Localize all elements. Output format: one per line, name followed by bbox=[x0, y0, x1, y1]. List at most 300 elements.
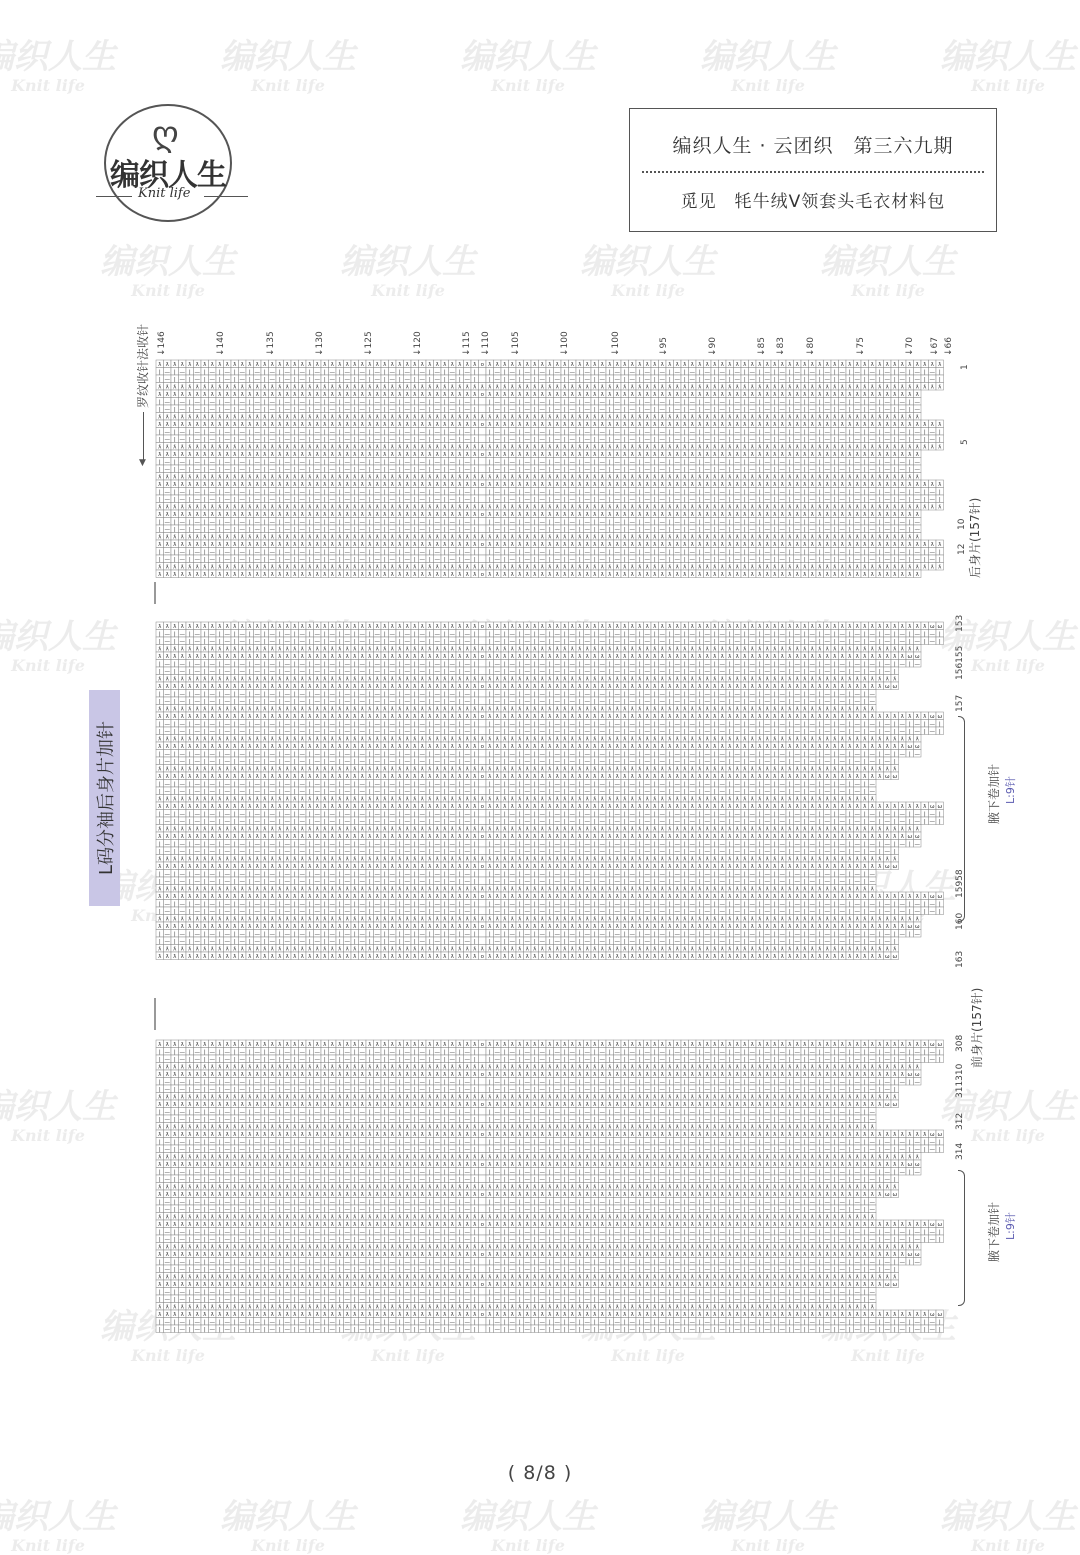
stitch-symbol: | bbox=[399, 429, 401, 435]
stitch-symbol: ƛ bbox=[436, 422, 440, 428]
stitch-symbol: — bbox=[450, 437, 456, 443]
stitch-symbol: | bbox=[429, 429, 431, 435]
stitch-symbol: | bbox=[474, 429, 476, 435]
stitch-symbol: — bbox=[195, 489, 201, 495]
stitch-symbol: — bbox=[570, 527, 576, 533]
stitch-symbol: ƛ bbox=[383, 444, 387, 450]
stitch-symbol: | bbox=[204, 459, 206, 465]
stitch-symbol: ƛ bbox=[278, 512, 282, 518]
stitch-symbol: — bbox=[315, 459, 321, 465]
stitch-symbol: ƛ bbox=[608, 422, 612, 428]
stitch-symbol: ƛ bbox=[473, 362, 477, 368]
stitch-symbol: ƛ bbox=[653, 422, 657, 428]
stitch-symbol: ƛ bbox=[788, 474, 792, 480]
stitch-symbol: — bbox=[735, 527, 741, 533]
stitch-symbol: — bbox=[540, 519, 546, 525]
stitch-symbol: ƛ bbox=[803, 474, 807, 480]
stitch-symbol: ƛ bbox=[166, 504, 170, 510]
stitch-symbol: — bbox=[900, 527, 906, 533]
stitch-symbol: — bbox=[615, 377, 621, 383]
stitch-symbol: — bbox=[390, 369, 396, 375]
stitch-symbol: | bbox=[279, 399, 281, 405]
stitch-symbol: ƛ bbox=[173, 512, 177, 518]
stitch-symbol: ƛ bbox=[488, 452, 492, 458]
stitch-symbol: | bbox=[429, 377, 431, 383]
stitch-symbol: ƛ bbox=[541, 414, 545, 420]
stitch-symbol: ƛ bbox=[241, 512, 245, 518]
stitch-symbol: ƛ bbox=[773, 414, 777, 420]
stitch-symbol: ƛ bbox=[398, 474, 402, 480]
stitch-symbol: ƛ bbox=[368, 482, 372, 488]
stitch-symbol: | bbox=[654, 497, 656, 503]
stitch-symbol: ƛ bbox=[923, 504, 927, 510]
stitch-symbol: | bbox=[384, 489, 386, 495]
stitch-symbol: ƛ bbox=[608, 414, 612, 420]
stitch-symbol: | bbox=[774, 399, 776, 405]
stitch-symbol: ƛ bbox=[308, 414, 312, 420]
stitch-symbol: — bbox=[420, 437, 426, 443]
column-number: ↓83 bbox=[776, 337, 786, 356]
stitch-symbol: ƛ bbox=[233, 482, 237, 488]
stitch-symbol: ƛ bbox=[653, 452, 657, 458]
stitch-symbol: ƛ bbox=[736, 422, 740, 428]
stitch-symbol: — bbox=[420, 519, 426, 525]
stitch-symbol: — bbox=[930, 489, 936, 495]
stitch-symbol: ƛ bbox=[458, 452, 462, 458]
stitch-symbol: ƛ bbox=[841, 392, 845, 398]
stitch-symbol: ƛ bbox=[601, 444, 605, 450]
stitch-symbol: ƛ bbox=[721, 482, 725, 488]
stitch-symbol: — bbox=[615, 467, 621, 473]
column-number: ↓100 bbox=[611, 331, 621, 356]
stitch-symbol: | bbox=[399, 407, 401, 413]
stitch-symbol: | bbox=[744, 527, 746, 533]
stitch-symbol: ƛ bbox=[218, 384, 222, 390]
stitch-symbol: — bbox=[495, 429, 501, 435]
stitch-symbol: ƛ bbox=[188, 534, 192, 540]
stitch-symbol: ƛ bbox=[773, 384, 777, 390]
stitch-symbol: ƛ bbox=[248, 384, 252, 390]
stitch-symbol: — bbox=[315, 429, 321, 435]
stitch-symbol: ƛ bbox=[623, 534, 627, 540]
stitch-symbol: — bbox=[495, 467, 501, 473]
stitch-symbol: ƛ bbox=[623, 384, 627, 390]
stitch-symbol: ƛ bbox=[196, 512, 200, 518]
stitch-symbol: ƛ bbox=[556, 392, 560, 398]
stitch-symbol: ƛ bbox=[316, 482, 320, 488]
stitch-symbol: ƛ bbox=[661, 512, 665, 518]
stitch-symbol: — bbox=[195, 437, 201, 443]
stitch-symbol: ƛ bbox=[668, 474, 672, 480]
stitch-symbol: ƛ bbox=[818, 474, 822, 480]
stitch-symbol: ƛ bbox=[248, 512, 252, 518]
stitch-symbol: ƛ bbox=[218, 422, 222, 428]
stitch-symbol: — bbox=[885, 407, 891, 413]
stitch-symbol: | bbox=[309, 489, 311, 495]
stitch-symbol: ƛ bbox=[571, 512, 575, 518]
stitch-symbol: ƛ bbox=[226, 422, 230, 428]
stitch-symbol: ƛ bbox=[196, 422, 200, 428]
stitch-symbol: ƛ bbox=[698, 444, 702, 450]
stitch-symbol: ƛ bbox=[736, 512, 740, 518]
column-number: ↓120 bbox=[413, 331, 423, 356]
stitch-symbol: ƛ bbox=[781, 384, 785, 390]
stitch-symbol: — bbox=[900, 497, 906, 503]
stitch-symbol: ƛ bbox=[526, 474, 530, 480]
stitch-symbol: — bbox=[600, 527, 606, 533]
stitch-symbol: ƛ bbox=[818, 482, 822, 488]
stitch-symbol: ƛ bbox=[706, 384, 710, 390]
stitch-symbol: — bbox=[915, 429, 921, 435]
stitch-symbol: — bbox=[720, 369, 726, 375]
stitch-symbol: ƛ bbox=[713, 504, 717, 510]
stitch-symbol: — bbox=[420, 489, 426, 495]
stitch-symbol: ƛ bbox=[713, 444, 717, 450]
stitch-symbol: ƛ bbox=[391, 504, 395, 510]
stitch-symbol: | bbox=[834, 489, 836, 495]
stitch-symbol: | bbox=[249, 459, 251, 465]
stitch-symbol: ƛ bbox=[436, 392, 440, 398]
stitch-symbol: — bbox=[645, 437, 651, 443]
stitch-symbol: | bbox=[729, 489, 731, 495]
stitch-symbol: ƛ bbox=[818, 422, 822, 428]
stitch-symbol: ƛ bbox=[811, 392, 815, 398]
stitch-symbol: ƛ bbox=[616, 512, 620, 518]
stitch-symbol: — bbox=[420, 369, 426, 375]
stitch-symbol: ƛ bbox=[496, 534, 500, 540]
stitch-symbol: — bbox=[525, 527, 531, 533]
stitch-symbol: — bbox=[360, 369, 366, 375]
stitch-symbol: ƛ bbox=[743, 534, 747, 540]
stitch-symbol: — bbox=[735, 429, 741, 435]
stitch-symbol: ƛ bbox=[413, 512, 417, 518]
stitch-symbol: | bbox=[624, 467, 626, 473]
stitch-symbol: ƛ bbox=[158, 392, 162, 398]
stitch-symbol: ƛ bbox=[361, 474, 365, 480]
stitch-symbol: — bbox=[930, 369, 936, 375]
stitch-symbol: ƛ bbox=[203, 474, 207, 480]
stitch-symbol: | bbox=[174, 399, 176, 405]
stitch-symbol: ƛ bbox=[698, 512, 702, 518]
stitch-symbol: | bbox=[639, 527, 641, 533]
stitch-symbol: ƛ bbox=[721, 414, 725, 420]
stitch-symbol: — bbox=[825, 437, 831, 443]
stitch-symbol: — bbox=[600, 437, 606, 443]
stitch-symbol: ƛ bbox=[728, 474, 732, 480]
stitch-symbol: | bbox=[444, 437, 446, 443]
stitch-symbol: | bbox=[714, 527, 716, 533]
stitch-symbol: ƛ bbox=[301, 392, 305, 398]
stitch-symbol: ƛ bbox=[638, 384, 642, 390]
stitch-symbol: — bbox=[450, 497, 456, 503]
stitch-symbol: — bbox=[750, 519, 756, 525]
stitch-symbol: ƛ bbox=[338, 452, 342, 458]
stitch-symbol: — bbox=[765, 399, 771, 405]
stitch-symbol: | bbox=[384, 437, 386, 443]
stitch-symbol: — bbox=[390, 399, 396, 405]
stitch-symbol: — bbox=[255, 527, 261, 533]
stitch-symbol: ƛ bbox=[833, 474, 837, 480]
stitch-symbol: ƛ bbox=[158, 534, 162, 540]
stitch-symbol: | bbox=[894, 467, 896, 473]
stitch-symbol: | bbox=[489, 429, 491, 435]
stitch-symbol: — bbox=[465, 459, 471, 465]
stitch-symbol: | bbox=[864, 429, 866, 435]
stitch-symbol: | bbox=[534, 399, 536, 405]
stitch-symbol: | bbox=[864, 369, 866, 375]
stitch-symbol: | bbox=[534, 459, 536, 465]
stitch-symbol: — bbox=[300, 497, 306, 503]
stitch-symbol: | bbox=[444, 377, 446, 383]
stitch-symbol: — bbox=[570, 459, 576, 465]
stitch-symbol: | bbox=[459, 369, 461, 375]
stitch-symbol: ƛ bbox=[638, 414, 642, 420]
stitch-symbol: ƛ bbox=[196, 482, 200, 488]
stitch-symbol: ƛ bbox=[331, 444, 335, 450]
stitch-symbol: ƛ bbox=[368, 414, 372, 420]
chart-grid bbox=[156, 360, 944, 578]
stitch-symbol: ƛ bbox=[413, 384, 417, 390]
stitch-symbol: ƛ bbox=[466, 422, 470, 428]
stitch-symbol: — bbox=[660, 459, 666, 465]
stitch-symbol: | bbox=[369, 489, 371, 495]
stitch-symbol: | bbox=[384, 429, 386, 435]
stitch-symbol: | bbox=[774, 527, 776, 533]
stitch-symbol: ƛ bbox=[638, 392, 642, 398]
stitch-symbol: | bbox=[699, 429, 701, 435]
stitch-symbol: | bbox=[699, 519, 701, 525]
stitch-symbol: ƛ bbox=[646, 414, 650, 420]
stitch-symbol: ƛ bbox=[916, 452, 920, 458]
stitch-symbol: ƛ bbox=[578, 392, 582, 398]
stitch-symbol: | bbox=[204, 519, 206, 525]
stitch-symbol: ƛ bbox=[473, 414, 477, 420]
stitch-symbol: | bbox=[459, 519, 461, 525]
stitch-symbol: | bbox=[879, 377, 881, 383]
stitch-symbol: | bbox=[249, 377, 251, 383]
stitch-symbol: | bbox=[249, 369, 251, 375]
stitch-symbol: ƛ bbox=[908, 384, 912, 390]
stitch-symbol: ƛ bbox=[466, 534, 470, 540]
stitch-symbol: | bbox=[669, 437, 671, 443]
stitch-symbol: — bbox=[735, 459, 741, 465]
stitch-symbol: | bbox=[444, 519, 446, 525]
stitch-symbol: | bbox=[639, 407, 641, 413]
stitch-symbol: ƛ bbox=[803, 504, 807, 510]
stitch-symbol: — bbox=[195, 527, 201, 533]
stitch-symbol: — bbox=[720, 467, 726, 473]
stitch-symbol: ƛ bbox=[683, 512, 687, 518]
stitch-symbol: ƛ bbox=[173, 422, 177, 428]
stitch-symbol: ƛ bbox=[203, 512, 207, 518]
stitch-symbol: — bbox=[750, 369, 756, 375]
stitch-symbol: | bbox=[639, 489, 641, 495]
stitch-symbol: | bbox=[324, 429, 326, 435]
stitch-symbol: — bbox=[285, 399, 291, 405]
stitch-symbol: | bbox=[909, 399, 911, 405]
stitch-symbol: ƛ bbox=[533, 444, 537, 450]
stitch-symbol: — bbox=[300, 407, 306, 413]
stitch-symbol: — bbox=[225, 467, 231, 473]
stitch-symbol: ƛ bbox=[601, 392, 605, 398]
stitch-symbol: — bbox=[795, 429, 801, 435]
stitch-symbol: ƛ bbox=[391, 384, 395, 390]
stitch-symbol: — bbox=[720, 437, 726, 443]
stitch-symbol: ƛ bbox=[616, 534, 620, 540]
stitch-symbol: ƛ bbox=[541, 512, 545, 518]
stitch-symbol: ƛ bbox=[556, 504, 560, 510]
stitch-symbol: ƛ bbox=[391, 392, 395, 398]
stitch-symbol: ƛ bbox=[203, 482, 207, 488]
stitch-symbol: ƛ bbox=[766, 414, 770, 420]
stitch-symbol: | bbox=[294, 489, 296, 495]
column-number: ↓85 bbox=[757, 337, 767, 356]
stitch-symbol: ƛ bbox=[563, 512, 567, 518]
stitch-symbol: ƛ bbox=[871, 512, 875, 518]
stitch-symbol: ƛ bbox=[788, 414, 792, 420]
stitch-symbol: | bbox=[564, 407, 566, 413]
stitch-symbol: ƛ bbox=[683, 534, 687, 540]
stitch-symbol: ƛ bbox=[323, 384, 327, 390]
stitch-symbol: ƛ bbox=[938, 444, 942, 450]
stitch-symbol: ƛ bbox=[278, 504, 282, 510]
stitch-symbol: ƛ bbox=[908, 444, 912, 450]
stitch-symbol: ƛ bbox=[736, 482, 740, 488]
stitch-symbol: — bbox=[870, 437, 876, 443]
stitch-symbol: | bbox=[759, 377, 761, 383]
stitch-symbol: ƛ bbox=[766, 504, 770, 510]
stitch-symbol: | bbox=[459, 429, 461, 435]
stitch-symbol: | bbox=[489, 489, 491, 495]
stitch-symbol: ƛ bbox=[451, 512, 455, 518]
stitch-symbol: ƛ bbox=[848, 512, 852, 518]
stitch-symbol: — bbox=[750, 377, 756, 383]
stitch-symbol: | bbox=[699, 527, 701, 533]
stitch-symbol: — bbox=[705, 519, 711, 525]
stitch-symbol: ƛ bbox=[691, 512, 695, 518]
stitch-symbol: | bbox=[309, 497, 311, 503]
stitch-symbol: | bbox=[669, 467, 671, 473]
stitch-symbol: — bbox=[825, 429, 831, 435]
stitch-symbol: | bbox=[654, 377, 656, 383]
stitch-symbol: | bbox=[489, 377, 491, 383]
stitch-symbol: ƛ bbox=[541, 474, 545, 480]
stitch-symbol: — bbox=[615, 407, 621, 413]
stitch-symbol: ƛ bbox=[421, 444, 425, 450]
stitch-symbol: ƛ bbox=[481, 414, 485, 420]
stitch-symbol: — bbox=[360, 429, 366, 435]
stitch-symbol: — bbox=[540, 467, 546, 473]
stitch-symbol: — bbox=[165, 399, 171, 405]
stitch-symbol: — bbox=[165, 489, 171, 495]
stitch-symbol: — bbox=[255, 467, 261, 473]
stitch-symbol: — bbox=[675, 377, 681, 383]
stitch-symbol: ƛ bbox=[728, 504, 732, 510]
stitch-symbol: ƛ bbox=[226, 512, 230, 518]
stitch-symbol: ƛ bbox=[361, 444, 365, 450]
stitch-symbol: | bbox=[414, 369, 416, 375]
stitch-symbol: — bbox=[600, 429, 606, 435]
stitch-symbol: ƛ bbox=[421, 362, 425, 368]
stitch-symbol: ƛ bbox=[916, 504, 920, 510]
stitch-symbol: ƛ bbox=[391, 512, 395, 518]
stitch-symbol: ƛ bbox=[346, 422, 350, 428]
stitch-symbol: ƛ bbox=[503, 512, 507, 518]
stitch-symbol: ƛ bbox=[683, 474, 687, 480]
stitch-symbol: ƛ bbox=[766, 534, 770, 540]
stitch-symbol: ƛ bbox=[631, 422, 635, 428]
stitch-symbol: | bbox=[384, 527, 386, 533]
stitch-symbol: — bbox=[795, 377, 801, 383]
stitch-symbol: ƛ bbox=[766, 482, 770, 488]
stitch-symbol: o bbox=[481, 512, 485, 518]
stitch-symbol: ƛ bbox=[758, 444, 762, 450]
column-number: ↓90 bbox=[708, 337, 718, 356]
stitch-symbol: — bbox=[900, 377, 906, 383]
stitch-symbol: ƛ bbox=[908, 392, 912, 398]
stitch-symbol: ƛ bbox=[256, 392, 260, 398]
stitch-symbol: | bbox=[564, 497, 566, 503]
stitch-symbol: — bbox=[510, 437, 516, 443]
watermark: 编织人生 Knit life bbox=[460, 40, 596, 94]
stitch-symbol: ƛ bbox=[601, 504, 605, 510]
stitch-symbol: | bbox=[624, 437, 626, 443]
stitch-symbol: | bbox=[369, 527, 371, 533]
stitch-symbol: ƛ bbox=[856, 512, 860, 518]
stitch-symbol: ƛ bbox=[676, 422, 680, 428]
stitch-symbol: ƛ bbox=[451, 482, 455, 488]
stitch-symbol: ƛ bbox=[421, 512, 425, 518]
stitch-symbol: — bbox=[840, 527, 846, 533]
stitch-symbol: | bbox=[699, 369, 701, 375]
stitch-symbol: ƛ bbox=[308, 482, 312, 488]
stitch-symbol: — bbox=[915, 437, 921, 443]
stitch-symbol: ƛ bbox=[691, 474, 695, 480]
stitch-symbol: ƛ bbox=[496, 384, 500, 390]
stitch-symbol: ƛ bbox=[668, 444, 672, 450]
stitch-symbol: — bbox=[255, 519, 261, 525]
stitch-symbol: | bbox=[234, 407, 236, 413]
stitch-symbol: ƛ bbox=[421, 482, 425, 488]
stitch-symbol: | bbox=[354, 437, 356, 443]
stitch-symbol: ƛ bbox=[563, 482, 567, 488]
stitch-symbol: ƛ bbox=[166, 452, 170, 458]
stitch-symbol: ƛ bbox=[248, 422, 252, 428]
stitch-symbol: — bbox=[330, 377, 336, 383]
stitch-symbol: — bbox=[900, 369, 906, 375]
stitch-symbol: — bbox=[525, 497, 531, 503]
stitch-symbol: | bbox=[669, 489, 671, 495]
stitch-symbol: ƛ bbox=[301, 504, 305, 510]
stitch-symbol: | bbox=[324, 519, 326, 525]
stitch-symbol: ƛ bbox=[646, 534, 650, 540]
stitch-symbol: | bbox=[354, 489, 356, 495]
stitch-symbol: — bbox=[765, 467, 771, 473]
stitch-symbol: — bbox=[375, 519, 381, 525]
stitch-symbol: — bbox=[270, 467, 276, 473]
stitch-symbol: — bbox=[285, 519, 291, 525]
stitch-symbol: ƛ bbox=[173, 414, 177, 420]
stitch-symbol: — bbox=[240, 369, 246, 375]
stitch-symbol: | bbox=[639, 459, 641, 465]
stitch-symbol: | bbox=[369, 437, 371, 443]
stitch-symbol: — bbox=[360, 407, 366, 413]
stitch-symbol: | bbox=[564, 399, 566, 405]
stitch-symbol: — bbox=[795, 467, 801, 473]
stitch-symbol: ƛ bbox=[338, 512, 342, 518]
stitch-symbol: — bbox=[750, 467, 756, 473]
stitch-symbol: | bbox=[699, 399, 701, 405]
